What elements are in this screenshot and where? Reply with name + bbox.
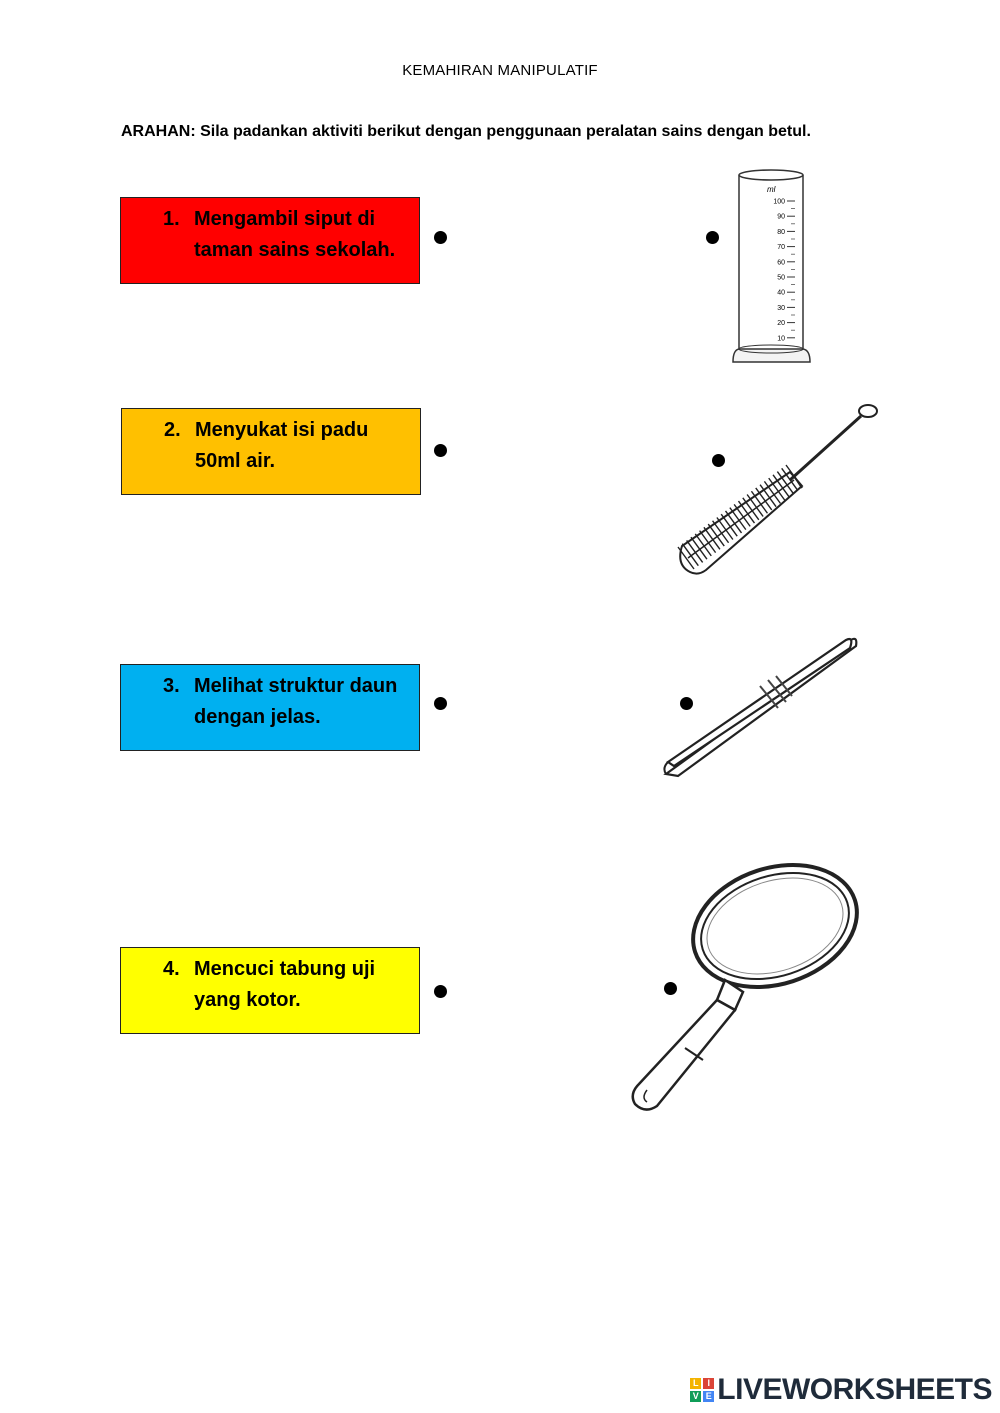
activity-number: 3.	[163, 675, 180, 697]
cylinder-tick-label: 60	[777, 259, 785, 267]
forceps-icon	[660, 628, 865, 783]
measuring-cylinder-icon	[725, 165, 820, 370]
logo-letter: V	[690, 1391, 701, 1402]
cylinder-tick-label: 30	[777, 304, 785, 312]
cylinder-tick-label: 90	[777, 213, 785, 221]
brush-bristle	[682, 544, 698, 566]
activity-card-2	[121, 408, 421, 495]
cylinder-tick-label: 100	[773, 198, 785, 206]
activity-text-line: dengan jelas.	[194, 706, 321, 728]
activity-text-line: Menyukat isi padu	[195, 419, 369, 441]
activity-text-line: Melihat struktur daun	[194, 675, 398, 697]
logo-grid-icon	[690, 1378, 714, 1402]
match-dot-left-3[interactable]	[434, 697, 447, 710]
brush-bristle	[691, 537, 707, 559]
match-dot-left-4[interactable]	[434, 985, 447, 998]
brush-bristle	[704, 527, 720, 549]
cylinder-tick-label: 70	[777, 244, 785, 252]
cylinder-tick-label: 50	[777, 274, 785, 282]
instruction-text: ARAHAN: Sila padankan aktiviti berikut dengan penggunaan peralatan sains dengan betul.	[121, 123, 811, 140]
activity-text-line: taman sains sekolah.	[194, 239, 396, 261]
activity-card-1	[120, 197, 420, 284]
activity-number: 1.	[163, 208, 180, 230]
liveworksheets-logo	[690, 1373, 992, 1407]
page-title: KEMAHIRAN MANIPULATIF	[402, 62, 598, 79]
cylinder-tick-label: 20	[777, 320, 785, 328]
logo-letter: I	[703, 1378, 714, 1389]
activity-text-line: Mencuci tabung uji	[194, 958, 376, 980]
brand-name: LIVEWORKSHEETS	[717, 1373, 992, 1406]
match-dot-left-2[interactable]	[434, 444, 447, 457]
cylinder-unit-label: ml	[767, 185, 776, 194]
activity-text-line: yang kotor.	[194, 989, 301, 1011]
cylinder-tick-label: 10	[777, 335, 785, 343]
activity-text-line: 50ml air.	[195, 450, 276, 472]
activity-card-4	[120, 947, 420, 1034]
logo-letter: L	[690, 1378, 701, 1389]
activity-text-line: Mengambil siput di	[194, 208, 376, 230]
match-dot-right-1[interactable]	[706, 231, 719, 244]
cylinder-tick-label: 80	[777, 228, 785, 236]
logo-letter: E	[703, 1391, 714, 1402]
brush-bristle	[695, 534, 711, 556]
brush-bristle	[700, 531, 716, 553]
cylinder-tick-label: 40	[777, 289, 785, 297]
test-tube-brush-icon	[672, 400, 884, 585]
activity-number: 4.	[163, 958, 180, 980]
magnifying-glass-icon	[625, 860, 865, 1115]
activity-card-3	[120, 664, 420, 751]
brush-bristle	[687, 540, 703, 562]
match-dot-left-1[interactable]	[434, 231, 447, 244]
activity-number: 2.	[164, 419, 181, 441]
